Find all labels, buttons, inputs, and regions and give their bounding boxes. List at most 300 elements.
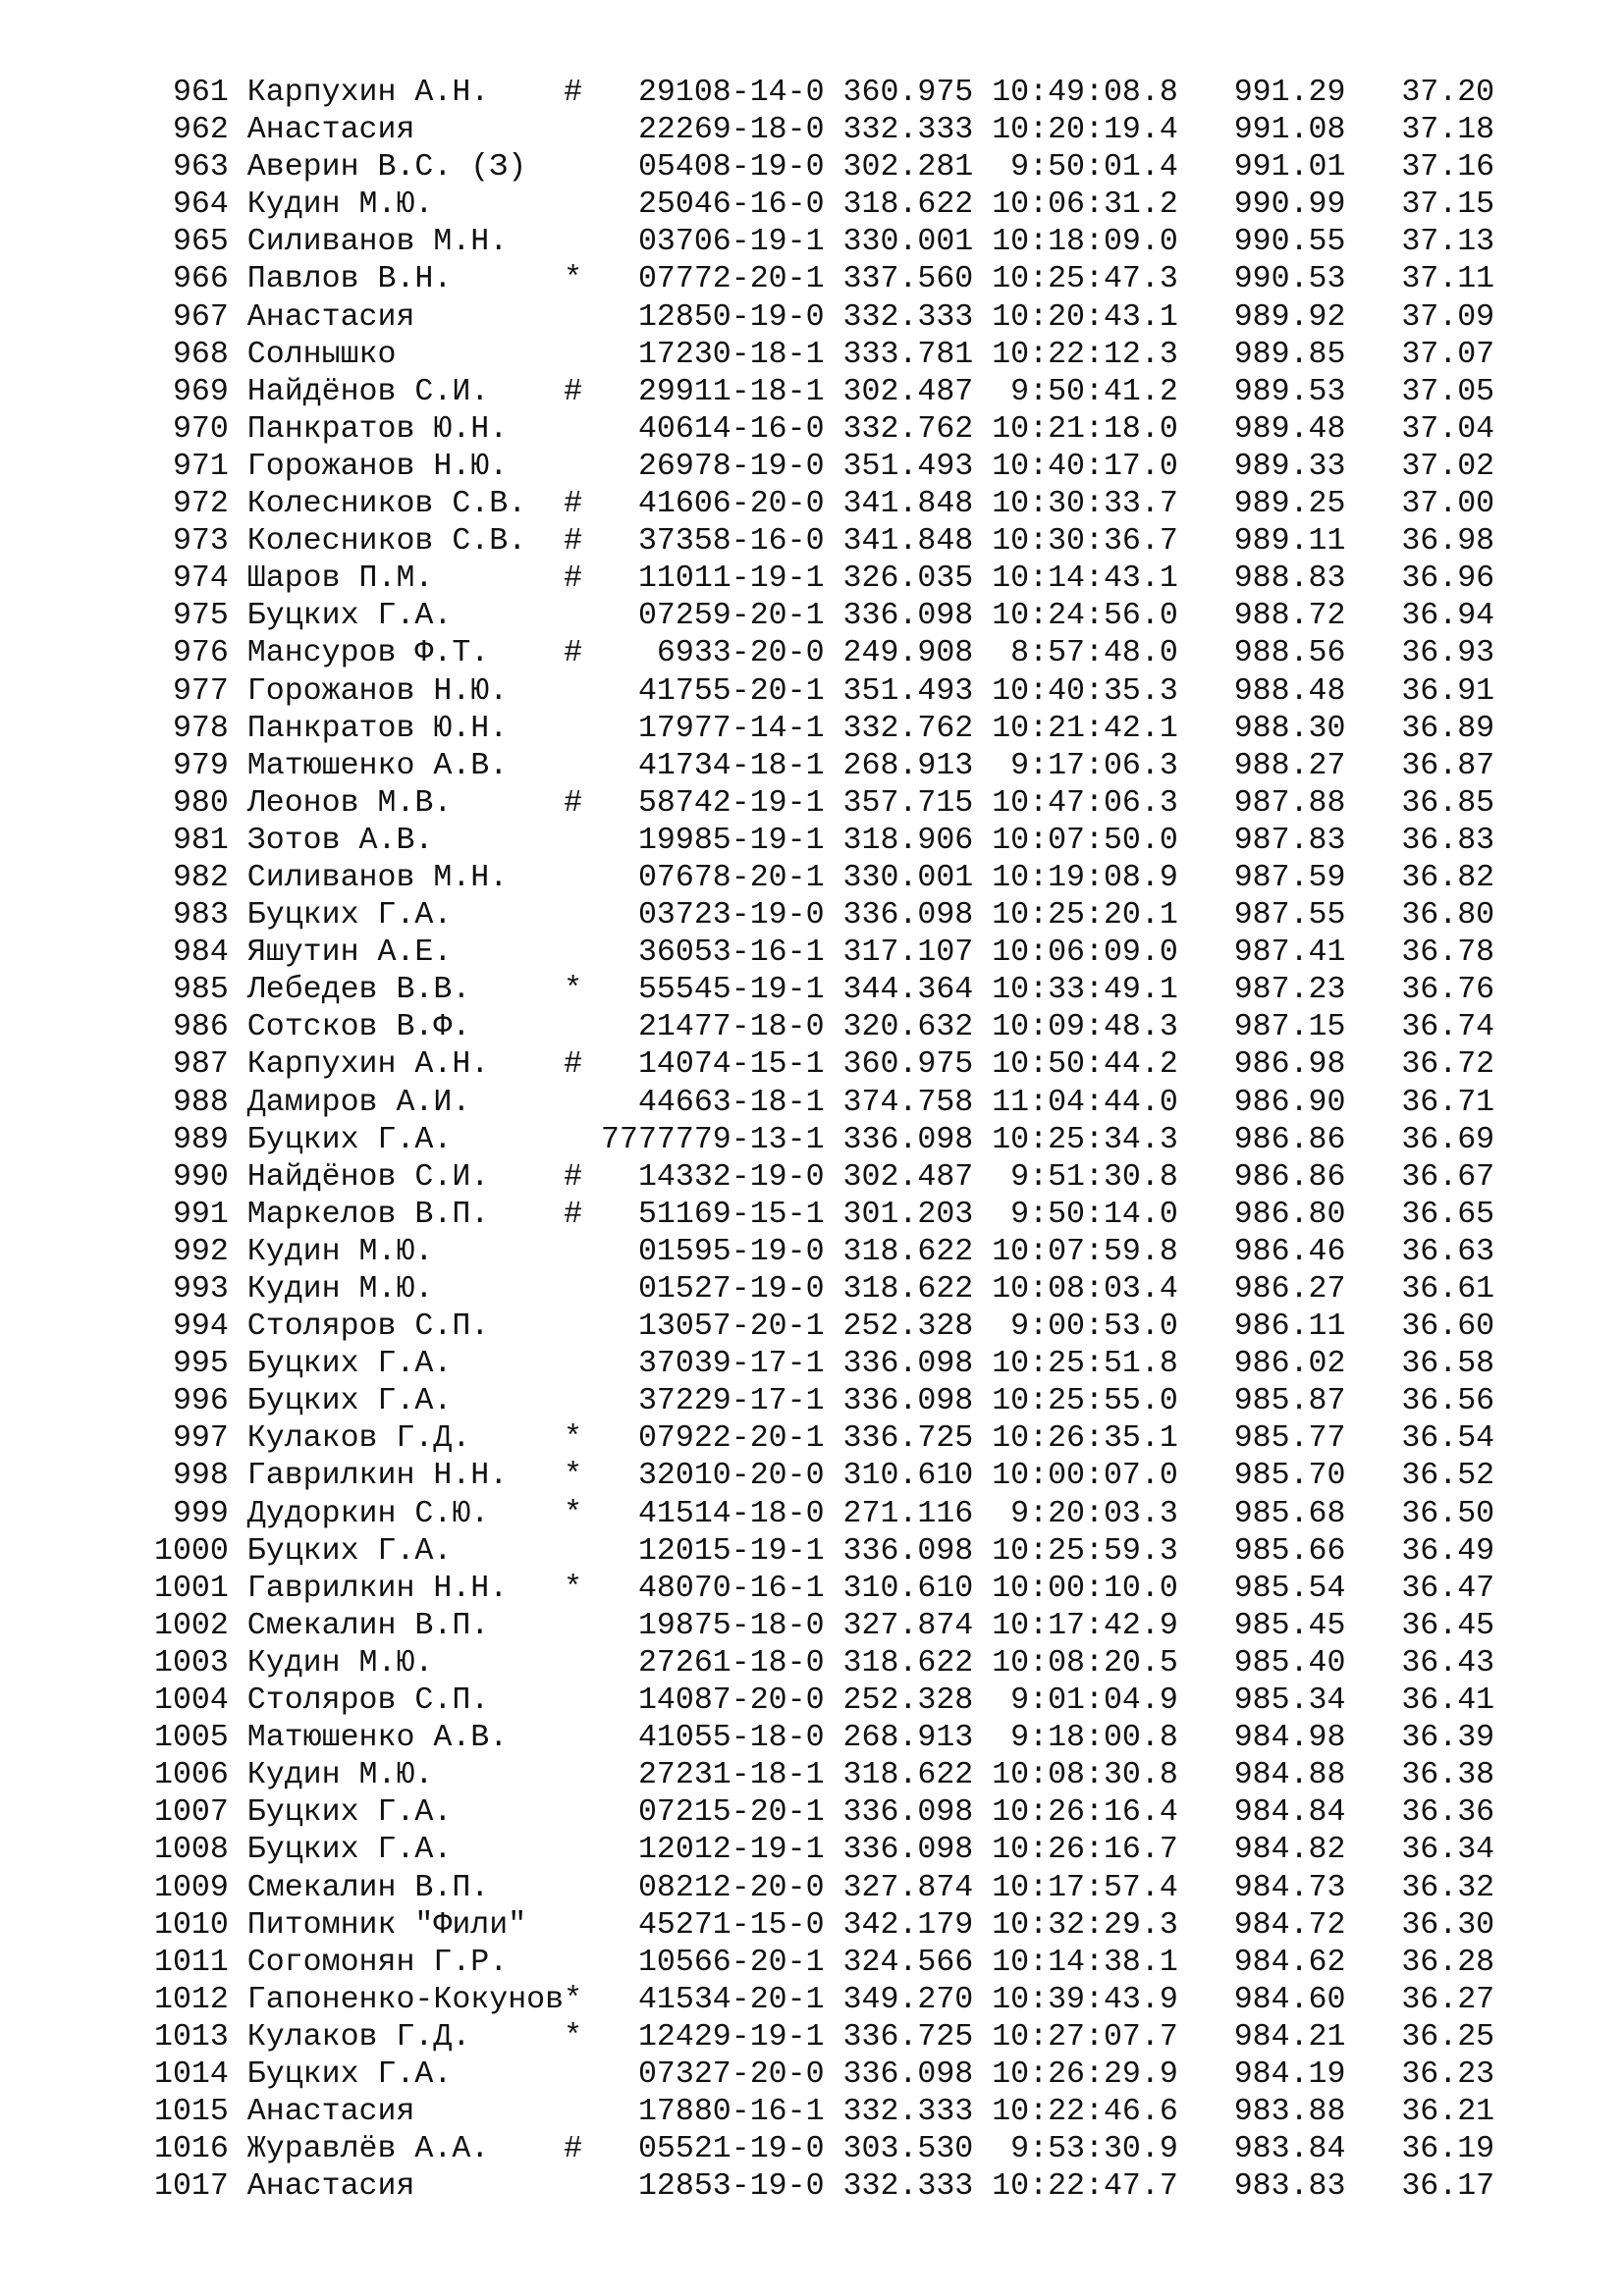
speed-cell: 986.80: [1177, 1197, 1346, 1232]
points-cell: 36.96: [1345, 561, 1495, 597]
points-cell: 36.30: [1345, 1907, 1495, 1943]
results-table: [154, 75, 1494, 2206]
speed-cell: 990.55: [1177, 225, 1346, 260]
place-cell: 986: [154, 1010, 247, 1045]
mark-cell: [564, 150, 582, 185]
ring-number-cell: 58742-19-1: [582, 785, 825, 821]
fancier-name-cell: Гапоненко-Кокунов: [246, 1982, 565, 2017]
table-row: [154, 785, 1494, 823]
speed-cell: 983.83: [1177, 2169, 1346, 2205]
fancier-name-cell: Анастасия: [246, 113, 565, 148]
ring-number-cell: 41734-18-1: [582, 748, 825, 783]
fancier-name-cell: Аверин В.С. (З): [246, 150, 565, 186]
table-row: [154, 1794, 1494, 1832]
points-cell: 37.05: [1345, 374, 1495, 409]
arrival-time-cell: 9:50:41.2: [973, 374, 1178, 409]
points-cell: 36.94: [1345, 599, 1495, 634]
place-cell: 980: [154, 785, 247, 821]
points-cell: 36.45: [1345, 1608, 1495, 1643]
ring-number-cell: 36053-16-1: [582, 935, 825, 971]
fancier-name-cell: Столяров С.П.: [246, 1683, 565, 1719]
table-row: [154, 2056, 1494, 2094]
table-row: [154, 1496, 1494, 1533]
mark-cell: [564, 1123, 582, 1157]
ring-number-cell: 12015-19-1: [582, 1533, 825, 1569]
points-cell: 36.27: [1345, 1982, 1495, 2017]
table-row: [154, 2094, 1494, 2131]
place-cell: 984: [154, 935, 247, 971]
fancier-name-cell: Кулаков Г.Д.: [246, 2019, 565, 2055]
place-cell: 967: [154, 299, 247, 335]
fancier-name-cell: Маркелов В.П.: [246, 1197, 565, 1232]
table-row: [154, 561, 1494, 598]
fancier-name-cell: Кудин М.Ю.: [246, 1272, 565, 1307]
fancier-name-cell: Кудин М.Ю.: [246, 187, 565, 223]
fancier-name-cell: Колесников С.В.: [246, 487, 565, 522]
arrival-time-cell: 9:50:14.0: [973, 1197, 1178, 1232]
table-row: [154, 523, 1494, 561]
mark-cell: [564, 712, 582, 746]
ring-number-cell: 25046-16-0: [582, 187, 825, 223]
mark-cell: [564, 1683, 582, 1718]
fancier-name-cell: Зотов А.В.: [246, 823, 565, 858]
fancier-name-cell: Леонов М.В.: [246, 785, 565, 821]
place-cell: 983: [154, 898, 247, 934]
distance-cell: 268.913: [824, 748, 974, 783]
arrival-time-cell: 10:00:07.0: [973, 1459, 1178, 1494]
mark-cell: [564, 2095, 582, 2129]
ring-number-cell: 22269-18-0: [582, 113, 825, 148]
speed-cell: 989.85: [1177, 337, 1346, 372]
speed-cell: 984.73: [1177, 1870, 1346, 1905]
arrival-time-cell: 10:08:30.8: [973, 1758, 1178, 1793]
table-row: [154, 187, 1494, 224]
distance-cell: 318.622: [824, 1272, 974, 1307]
arrival-time-cell: 9:18:00.8: [973, 1721, 1178, 1756]
fancier-name-cell: Дудоркин С.Ю.: [246, 1496, 565, 1531]
fancier-name-cell: Колесников С.В.: [246, 524, 565, 560]
speed-cell: 984.98: [1177, 1721, 1346, 1756]
points-cell: 36.78: [1345, 935, 1495, 971]
ring-number-cell: 37358-16-0: [582, 524, 825, 560]
points-cell: 37.11: [1345, 262, 1495, 297]
ring-number-cell: 55545-19-1: [582, 973, 825, 1008]
points-cell: 37.18: [1345, 113, 1495, 148]
mark-cell: [564, 2169, 582, 2204]
mark-cell: [564, 187, 582, 222]
points-cell: 36.39: [1345, 1721, 1495, 1756]
points-cell: 36.69: [1345, 1122, 1495, 1157]
fancier-name-cell: Кулаков Г.Д.: [246, 1421, 565, 1457]
mark-cell: [564, 1010, 582, 1044]
table-row: [154, 897, 1494, 934]
distance-cell: 336.098: [824, 1533, 974, 1569]
speed-cell: 987.41: [1177, 935, 1346, 971]
distance-cell: 310.610: [824, 1459, 974, 1494]
fancier-name-cell: Силиванов М.Н.: [246, 860, 565, 895]
mark-cell: [564, 1795, 582, 1830]
distance-cell: 337.560: [824, 262, 974, 297]
place-cell: 1016: [154, 2132, 247, 2167]
ring-number-cell: 44663-18-1: [582, 1085, 825, 1120]
arrival-time-cell: 9:00:53.0: [973, 1309, 1178, 1345]
mark-cell: *: [564, 1421, 583, 1457]
distance-cell: 324.566: [824, 1945, 974, 1980]
place-cell: 973: [154, 524, 247, 560]
speed-cell: 983.88: [1177, 2095, 1346, 2130]
points-cell: 36.74: [1345, 1010, 1495, 1045]
distance-cell: 332.762: [824, 711, 974, 746]
ring-number-cell: 14087-20-0: [582, 1683, 825, 1719]
distance-cell: 303.530: [824, 2132, 974, 2167]
distance-cell: 332.333: [824, 299, 974, 335]
arrival-time-cell: 10:07:59.8: [973, 1234, 1178, 1269]
distance-cell: 344.364: [824, 973, 974, 1008]
arrival-time-cell: 9:01:04.9: [973, 1683, 1178, 1719]
distance-cell: 318.622: [824, 1758, 974, 1793]
fancier-name-cell: Карпухин А.Н.: [246, 1047, 565, 1083]
speed-cell: 989.33: [1177, 449, 1346, 484]
speed-cell: 985.70: [1177, 1459, 1346, 1494]
points-cell: 36.87: [1345, 748, 1495, 783]
speed-cell: 985.68: [1177, 1496, 1346, 1531]
mark-cell: #: [564, 76, 583, 110]
table-row: [154, 1571, 1494, 1608]
speed-cell: 987.59: [1177, 860, 1346, 895]
arrival-time-cell: 10:25:47.3: [973, 262, 1178, 297]
arrival-time-cell: 10:26:29.9: [973, 2056, 1178, 2092]
fancier-name-cell: Буцких Г.А.: [246, 898, 565, 934]
ring-number-cell: 27231-18-1: [582, 1758, 825, 1793]
fancier-name-cell: Яшутин А.Е.: [246, 935, 565, 971]
arrival-time-cell: 10:06:31.2: [973, 187, 1178, 223]
speed-cell: 985.40: [1177, 1645, 1346, 1681]
arrival-time-cell: 10:26:35.1: [973, 1421, 1178, 1457]
mark-cell: [564, 1609, 582, 1643]
ring-number-cell: 07215-20-1: [582, 1795, 825, 1831]
distance-cell: 336.098: [824, 1122, 974, 1157]
mark-cell: [564, 1646, 582, 1681]
place-cell: 966: [154, 262, 247, 297]
arrival-time-cell: 10:40:17.0: [973, 449, 1178, 484]
speed-cell: 988.56: [1177, 636, 1346, 671]
ring-number-cell: 17230-18-1: [582, 337, 825, 372]
mark-cell: [564, 1235, 582, 1269]
ring-number-cell: 19985-19-1: [582, 823, 825, 858]
mark-cell: [564, 1534, 582, 1569]
place-cell: 1000: [154, 1533, 247, 1569]
speed-cell: 990.99: [1177, 187, 1346, 223]
ring-number-cell: 12853-19-0: [582, 2169, 825, 2205]
speed-cell: 986.27: [1177, 1272, 1346, 1307]
place-cell: 988: [154, 1085, 247, 1120]
table-row: [154, 1346, 1494, 1383]
ring-number-cell: 29108-14-0: [582, 76, 825, 110]
distance-cell: 301.203: [824, 1197, 974, 1232]
table-row: [154, 224, 1494, 261]
points-cell: 36.91: [1345, 673, 1495, 709]
fancier-name-cell: Солнышко: [246, 337, 565, 372]
distance-cell: 351.493: [824, 673, 974, 709]
arrival-time-cell: 10:39:43.9: [973, 1982, 1178, 2017]
place-cell: 1015: [154, 2095, 247, 2130]
speed-cell: 984.82: [1177, 1833, 1346, 1868]
mark-cell: [564, 1347, 582, 1381]
mark-cell: #: [564, 2132, 583, 2167]
mark-cell: [564, 674, 582, 709]
table-row: [154, 1533, 1494, 1571]
speed-cell: 986.46: [1177, 1234, 1346, 1269]
speed-cell: 984.19: [1177, 2056, 1346, 2092]
arrival-time-cell: 10:06:09.0: [973, 935, 1178, 971]
ring-number-cell: 12850-19-0: [582, 299, 825, 335]
mark-cell: #: [564, 785, 583, 821]
distance-cell: 249.908: [824, 636, 974, 671]
arrival-time-cell: 10:24:56.0: [973, 599, 1178, 634]
mark-cell: [564, 338, 582, 372]
fancier-name-cell: Панкратов Ю.Н.: [246, 711, 565, 746]
fancier-name-cell: Буцких Г.А.: [246, 1122, 565, 1157]
distance-cell: 320.632: [824, 1010, 974, 1045]
points-cell: 37.09: [1345, 299, 1495, 335]
ring-number-cell: 05408-19-0: [582, 150, 825, 186]
points-cell: 36.76: [1345, 973, 1495, 1008]
ring-number-cell: 14332-19-0: [582, 1159, 825, 1195]
points-cell: 36.67: [1345, 1159, 1495, 1195]
mark-cell: [564, 113, 582, 147]
arrival-time-cell: 10:25:34.3: [973, 1122, 1178, 1157]
distance-cell: 330.001: [824, 860, 974, 895]
place-cell: 961: [154, 76, 247, 110]
arrival-time-cell: 10:25:20.1: [973, 898, 1178, 934]
speed-cell: 984.60: [1177, 1982, 1346, 2017]
arrival-time-cell: 10:30:33.7: [973, 487, 1178, 522]
points-cell: 37.02: [1345, 449, 1495, 484]
place-cell: 991: [154, 1197, 247, 1232]
place-cell: 974: [154, 561, 247, 597]
speed-cell: 991.29: [1177, 76, 1346, 110]
place-cell: 1012: [154, 1982, 247, 2017]
points-cell: 37.16: [1345, 150, 1495, 186]
speed-cell: 988.30: [1177, 711, 1346, 746]
points-cell: 37.20: [1345, 76, 1495, 110]
points-cell: 36.85: [1345, 785, 1495, 821]
distance-cell: 357.715: [824, 785, 974, 821]
arrival-time-cell: 10:26:16.4: [973, 1795, 1178, 1831]
arrival-time-cell: 10:47:06.3: [973, 785, 1178, 821]
fancier-name-cell: Кудин М.Ю.: [246, 1645, 565, 1681]
arrival-time-cell: 10:08:20.5: [973, 1645, 1178, 1681]
ring-number-cell: 07678-20-1: [582, 860, 825, 895]
table-row: [154, 1009, 1494, 1046]
ring-number-cell: 41755-20-1: [582, 673, 825, 709]
ring-number-cell: 13057-20-1: [582, 1309, 825, 1345]
points-cell: 36.80: [1345, 898, 1495, 934]
distance-cell: 351.493: [824, 449, 974, 484]
arrival-time-cell: 10:30:36.7: [973, 524, 1178, 560]
table-row: [154, 934, 1494, 972]
ring-number-cell: 11011-19-1: [582, 561, 825, 597]
table-row: [154, 1308, 1494, 1346]
fancier-name-cell: Карпухин А.Н.: [246, 76, 565, 110]
place-cell: 978: [154, 711, 247, 746]
distance-cell: 318.622: [824, 1234, 974, 1269]
speed-cell: 991.08: [1177, 113, 1346, 148]
place-cell: 995: [154, 1347, 247, 1382]
arrival-time-cell: 10:18:09.0: [973, 225, 1178, 260]
table-row: [154, 1420, 1494, 1458]
distance-cell: 252.328: [824, 1683, 974, 1719]
place-cell: 968: [154, 337, 247, 372]
points-cell: 36.41: [1345, 1683, 1495, 1719]
distance-cell: 360.975: [824, 1047, 974, 1083]
place-cell: 985: [154, 973, 247, 1008]
place-cell: 1010: [154, 1907, 247, 1943]
mark-cell: #: [564, 1197, 583, 1232]
mark-cell: *: [564, 262, 583, 297]
ring-number-cell: 45271-15-0: [582, 1907, 825, 1943]
points-cell: 36.43: [1345, 1645, 1495, 1681]
ring-number-cell: 51169-15-1: [582, 1197, 825, 1232]
speed-cell: 986.86: [1177, 1159, 1346, 1195]
fancier-name-cell: Горожанов Н.Ю.: [246, 449, 565, 484]
points-cell: 36.89: [1345, 711, 1495, 746]
place-cell: 993: [154, 1272, 247, 1307]
place-cell: 1001: [154, 1571, 247, 1606]
place-cell: 965: [154, 225, 247, 260]
table-row: [154, 149, 1494, 187]
arrival-time-cell: 10:00:10.0: [973, 1571, 1178, 1606]
fancier-name-cell: Анастасия: [246, 2095, 565, 2130]
fancier-name-cell: Дамиров А.И.: [246, 1085, 565, 1120]
arrival-time-cell: 10:25:51.8: [973, 1347, 1178, 1382]
table-row: [154, 1870, 1494, 1907]
arrival-time-cell: 10:26:16.7: [973, 1833, 1178, 1868]
mark-cell: [564, 824, 582, 858]
ring-number-cell: 05521-19-0: [582, 2132, 825, 2167]
place-cell: 1002: [154, 1608, 247, 1643]
place-cell: 987: [154, 1047, 247, 1083]
table-row: [154, 337, 1494, 374]
place-cell: 1005: [154, 1721, 247, 1756]
distance-cell: 333.781: [824, 337, 974, 372]
fancier-name-cell: Панкратов Ю.Н.: [246, 411, 565, 447]
mark-cell: #: [564, 487, 583, 522]
speed-cell: 986.86: [1177, 1122, 1346, 1157]
arrival-time-cell: 11:04:44.0: [973, 1085, 1178, 1120]
distance-cell: 341.848: [824, 487, 974, 522]
speed-cell: 987.15: [1177, 1010, 1346, 1045]
arrival-time-cell: 10:20:43.1: [973, 299, 1178, 335]
mark-cell: [564, 935, 582, 970]
points-cell: 36.71: [1345, 1085, 1495, 1120]
fancier-name-cell: Буцких Г.А.: [246, 1533, 565, 1569]
ring-number-cell: 01595-19-0: [582, 1234, 825, 1269]
speed-cell: 989.25: [1177, 487, 1346, 522]
table-row: [154, 1907, 1494, 1945]
table-row: [154, 860, 1494, 897]
distance-cell: 341.848: [824, 524, 974, 560]
table-row: [154, 1197, 1494, 1234]
mark-cell: #: [564, 636, 583, 671]
mark-cell: [564, 1758, 582, 1792]
fancier-name-cell: Сотсков В.Ф.: [246, 1010, 565, 1045]
mark-cell: [564, 1272, 582, 1307]
distance-cell: 317.107: [824, 935, 974, 971]
speed-cell: 985.87: [1177, 1384, 1346, 1419]
distance-cell: 252.328: [824, 1309, 974, 1345]
table-row: [154, 1832, 1494, 1869]
arrival-time-cell: 10:33:49.1: [973, 973, 1178, 1008]
speed-cell: 988.83: [1177, 561, 1346, 597]
arrival-time-cell: 10:08:03.4: [973, 1272, 1178, 1307]
distance-cell: 332.333: [824, 2169, 974, 2205]
points-cell: 36.52: [1345, 1459, 1495, 1494]
place-cell: 969: [154, 374, 247, 409]
mark-cell: #: [564, 561, 583, 597]
table-row: [154, 2168, 1494, 2206]
distance-cell: 318.622: [824, 1645, 974, 1681]
distance-cell: 336.725: [824, 2019, 974, 2055]
ring-number-cell: 03706-19-1: [582, 225, 825, 260]
speed-cell: 984.88: [1177, 1758, 1346, 1793]
points-cell: 36.50: [1345, 1496, 1495, 1531]
ring-number-cell: 07327-20-0: [582, 2056, 825, 2092]
fancier-name-cell: Столяров С.П.: [246, 1309, 565, 1345]
place-cell: 976: [154, 636, 247, 671]
mark-cell: [564, 599, 582, 633]
speed-cell: 988.48: [1177, 673, 1346, 709]
ring-number-cell: 41606-20-0: [582, 487, 825, 522]
arrival-time-cell: 10:14:38.1: [973, 1945, 1178, 1980]
points-cell: 36.17: [1345, 2169, 1495, 2205]
speed-cell: 986.02: [1177, 1347, 1346, 1382]
ring-number-cell: 07772-20-1: [582, 262, 825, 297]
arrival-time-cell: 10:09:48.3: [973, 1010, 1178, 1045]
points-cell: 36.83: [1345, 823, 1495, 858]
distance-cell: 336.098: [824, 1833, 974, 1868]
arrival-time-cell: 9:51:30.8: [973, 1159, 1178, 1195]
place-cell: 1017: [154, 2169, 247, 2205]
ring-number-cell: 07259-20-1: [582, 599, 825, 634]
table-row: [154, 112, 1494, 149]
mark-cell: [564, 1908, 582, 1943]
ring-number-cell: 14074-15-1: [582, 1047, 825, 1083]
arrival-time-cell: 10:19:08.9: [973, 860, 1178, 895]
mark-cell: [564, 1946, 582, 1980]
place-cell: 1008: [154, 1833, 247, 1868]
arrival-time-cell: 9:50:01.4: [973, 150, 1178, 186]
mark-cell: *: [564, 973, 583, 1008]
ring-number-cell: 7777779-13-1: [582, 1122, 825, 1157]
mark-cell: *: [564, 1459, 583, 1494]
fancier-name-cell: Найдёнов С.И.: [246, 1159, 565, 1195]
arrival-time-cell: 10:17:57.4: [973, 1870, 1178, 1905]
distance-cell: 332.762: [824, 411, 974, 447]
fancier-name-cell: Кудин М.Ю.: [246, 1758, 565, 1793]
fancier-name-cell: Шаров П.М.: [246, 561, 565, 597]
fancier-name-cell: Буцких Г.А.: [246, 2056, 565, 2092]
mark-cell: [564, 225, 582, 259]
points-cell: 36.60: [1345, 1309, 1495, 1345]
table-row: [154, 2019, 1494, 2056]
points-cell: 37.13: [1345, 225, 1495, 260]
place-cell: 998: [154, 1459, 247, 1494]
place-cell: 964: [154, 187, 247, 223]
table-row: [154, 1271, 1494, 1308]
ring-number-cell: 17880-16-1: [582, 2095, 825, 2130]
ring-number-cell: 12429-19-1: [582, 2019, 825, 2055]
